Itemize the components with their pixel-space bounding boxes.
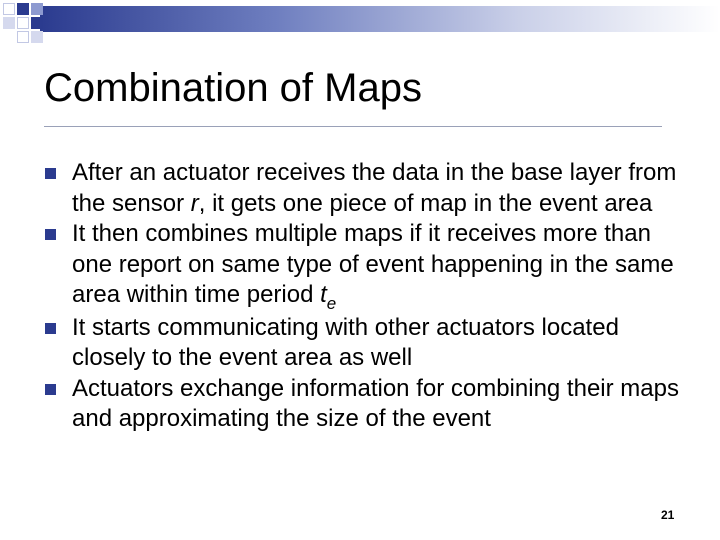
decor-square [31,17,43,29]
bullet-list [44,158,684,435]
time-subscript: e [326,294,337,313]
time-variable: t [320,281,327,308]
decor-square [31,3,43,15]
square-bullet-icon [45,323,56,334]
bullet-text: It then combines multiple maps if it receives more than one report on same type of event happening in the same area within time period [72,220,674,308]
bullet-text: It starts communicating with other actuators located closely to the event area as well [72,313,619,371]
header-gradient-bar [40,6,720,32]
bullet-item [44,374,684,435]
bullet-item [44,219,684,313]
page-number: 21 [661,508,675,522]
square-bullet-icon [45,229,56,240]
decor-square [17,3,29,15]
square-bullet-icon [45,384,56,395]
decor-square [3,3,15,15]
sensor-variable: r [190,189,199,217]
square-bullet-icon [45,168,56,179]
bullet-text: Actuators exchange information for combining their maps and approximating the size of the event [72,374,679,432]
decor-square [31,31,43,43]
decor-square [17,17,29,29]
bullet-item [44,313,684,374]
header-decoration [0,0,720,48]
slide-title: Combination of Maps [44,66,422,110]
title-divider [44,126,662,127]
bullet-text-continued: , it gets one piece of map in the event area [198,189,653,217]
decor-square [3,17,15,29]
bullet-text: After an actuator receives the data in the base layer from the sensor [72,159,677,217]
decor-square [17,31,29,43]
bullet-item [44,158,684,219]
